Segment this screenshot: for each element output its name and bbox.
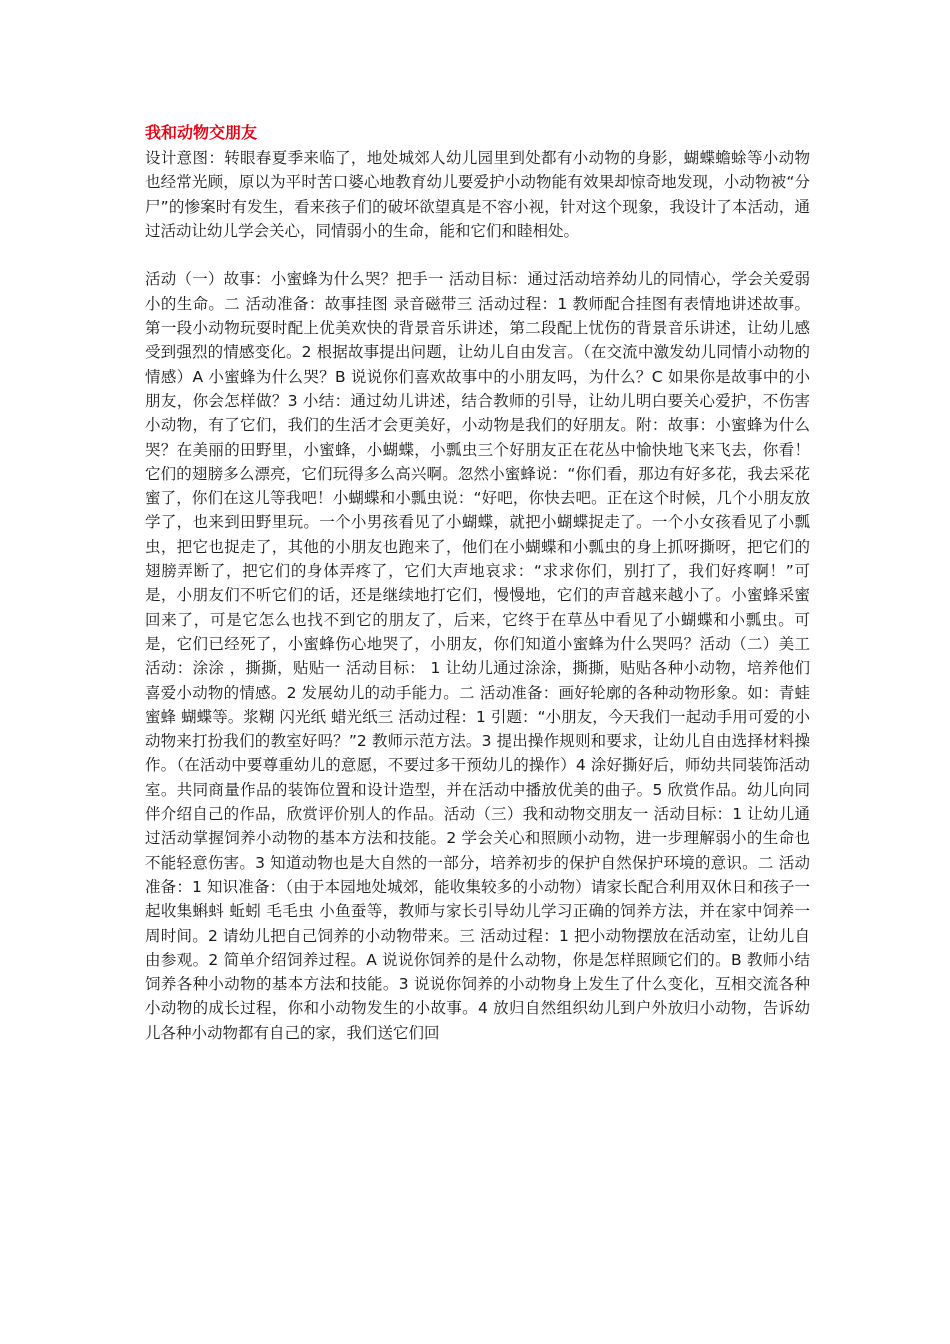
- document-body: [145, 120, 810, 1045]
- activities-paragraph: 活动（一）故事：小蜜蜂为什么哭？把手一 活动目标：通过活动培养幼儿的同情心，学会关爱弱小的生命。二 活动准备：故事挂图 录音磁带三 活动过程：1 教师配合挂图有表情地讲述故事。第一段小动物玩耍时配上优美欢快的背景音乐讲述，第二段配上忧伤的背景音乐讲述，让幼儿感受到强烈的情感变化。2 根据故事提出问题，让幼儿自由发言。（在交流中激发幼儿同情小动物的情感）A 小蜜蜂为什么哭？B 说说你们喜欢故事中的小朋友吗，为什么？C 如果你是故事中的小朋友，你会怎样做？3 小结：通过幼儿讲述，结合教师的引导，让幼儿明白要关心爱护，不伤害小动物，有了它们，我们的生活才会更美好，小动物是我们的好朋友。附：故事：小蜜蜂为什么哭？在美丽的田野里，小蜜蜂，小蝴蝶，小瓢虫三个好朋友正在花丛中愉快地飞来飞去，你看！它们的翅膀多么漂亮，它们玩得多么高兴啊。忽然小蜜蜂说：“你们看，那边有好多花，我去采花蜜了，你们在这儿等我吧！小蝴蝶和小瓢虫说：“好吧，你快去吧。正在这个时候，几个小朋友放学了，也来到田野里玩。一个小男孩看见了小蝴蝶，就把小蝴蝶捉走了。一个小女孩看见了小瓢虫，把它也捉走了，其他的小朋友也跑来了，他们在小蝴蝶和小瓢虫的身上抓呀撕呀，把它们的翅膀弄断了，把它们的身体弄疼了，它们大声地哀求：“求求你们，别打了，我们好疼啊！”可是，小朋友们不听它们的话，还是继续地打它们，慢慢地，它们的声音越来越小了。小蜜蜂采蜜回来了，可是它怎么也找不到它的朋友了，后来，它终于在草丛中看见了小蝴蝶和小瓢虫。可是，它们已经死了，小蜜蜂伤心地哭了，小朋友，你们知道小蜜蜂为什么哭吗？活动（二）美工活动：涂涂 ，撕撕，贴贴一 活动目标： 1 让幼儿通过涂涂，撕撕，贴贴各种小动物，培养他们喜爱小动物的情感。2 发展幼儿的动手能力。二 活动准备：画好轮廓的各种动物形象。如：青蛙 蜜蜂 蝴蝶等。浆糊 闪光纸 蜡光纸三 活动过程：1 引题：“小朋友，今天我们一起动手用可爱的小动物来打扮我们的教室好吗？”2 教师示范方法。3 提出操作规则和要求，让幼儿自由选择材料操作。（在活动中要尊重幼儿的意愿，不要过多干预幼儿的操作）4 涂好撕好后，师幼共同装饰活动室。共同商量作品的装饰位置和设计造型，并在活动中播放优美的曲子。5 欣赏作品。幼儿向同伴介绍自己的作品，欣赏评价别人的作品。活动（三）我和动物交朋友一 活动目标：1 让幼儿通过活动掌握饲养小动物的基本方法和技能。2 学会关心和照顾小动物，进一步理解弱小的生命也不能轻意伤害。3 知道动物也是大自然的一部分，培养初步的保护自然保护环境的意识。二 活动准备：1 知识准备：（由于本园地处城郊，能收集较多的小动物）请家长配合利用双休日和孩子一起收集蝌蚪 蚯蚓 毛毛虫 小鱼蚕等，教师与家长引导幼儿学习正确的饲养方法，并在家中饲养一周时间。2 请幼儿把自己饲养的小动物带来。三 活动过程：1 把小动物摆放在活动室，让幼儿自由参观。2 简单介绍饲养过程。A 说说你饲养的是什么动物，你是怎样照顾它们的。B 教师小结饲养各种小动物的基本方法和技能。3 说说你饲养的小动物身上发生了什么变化，互相交流各种小动物的成长过程，你和小动物发生的小故事。4 放归自然组织幼儿到户外放归小动物，告诉幼儿各种小动物都有自己的家，我们送它们回: [145, 270, 810, 1042]
- document-title: 我和动物交朋友: [145, 123, 258, 142]
- design-intent-paragraph: 设计意图：转眼春夏季来临了，地处城郊人幼儿园里到处都有小动物的身影，蝴蝶蟾蜍等小动物也经常光顾，原以为平时苦口婆心地教育幼儿要爱护小动物能有效果却惊奇地发现，小动物被“分尸”的惨案时有发生，看来孩子们的破坏欲望真是不容小视，针对这个现象，我设计了本活动，通过活动让幼儿学会关心，同情弱小的生命，能和它们和睦相处。: [145, 149, 810, 240]
- paragraph-spacer: [145, 243, 810, 267]
